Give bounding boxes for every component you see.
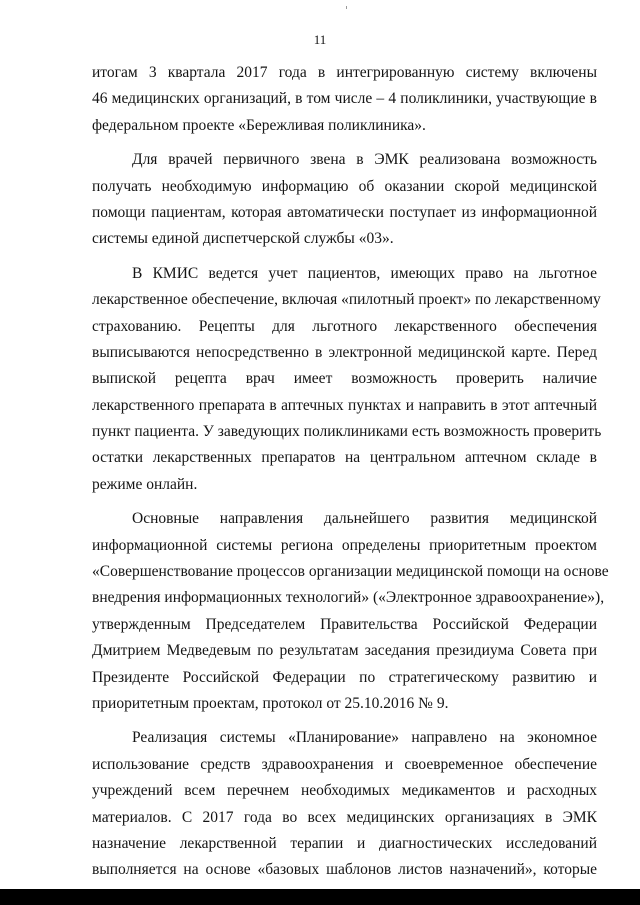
text-line: пункт пациента. У заведующих поликлиниками есть возможность проверить <box>92 423 602 441</box>
text-line: страхованию. Рецепты для льготного лекарственного обеспечения <box>92 317 597 335</box>
text-line: Президенте Российской Федерации по стратегическому развитию и <box>92 668 597 686</box>
text-line: В КМИС ведется учет пациентов, имеющих право на льготное <box>132 264 597 282</box>
text-line: 46 медицинских организаций, в том числе – 4 поликлиники, участвующие в <box>92 90 597 108</box>
text-line: использование средств здравоохранения и своевременное обеспечение <box>92 755 597 773</box>
scan-mark <box>346 6 347 9</box>
text-line: получать необходимую информацию об оказании скорой медицинской <box>92 177 597 195</box>
text-line: назначение лекарственной терапии и диагностических исследований <box>92 834 597 852</box>
page-number: 11 <box>313 32 327 47</box>
paragraph-1 <box>92 60 597 139</box>
text-line: «Совершенствование процессов организации медицинской помощи на основе <box>92 563 609 581</box>
text-line: информационной системы региона определены приоритетным проектом <box>92 536 597 554</box>
text-line: остатки лекарственных препаратов на центральном аптечном складе в <box>92 449 597 467</box>
scan-edge-bar <box>0 889 640 905</box>
text-line: выпиской рецепта врач имеет возможность проверить наличие <box>92 370 597 388</box>
paragraph-4 <box>92 506 609 717</box>
text-line: Основные направления дальнейшего развития медицинской <box>132 510 597 528</box>
text-line: системы единой диспетчерской службы «03». <box>92 230 394 248</box>
text-line: выполняется на основе «базовых шаблонов листов назначений», которые <box>92 861 597 879</box>
paragraph-5 <box>92 725 597 883</box>
text-line: учреждений всем перечнем необходимых медикаментов и расходных <box>92 782 597 800</box>
text-line: лекарственного препарата в аптечных пунктах и направить в этот аптечный <box>92 396 597 414</box>
text-line: внедрения информационных технологий» («Электронное здравоохранение»), <box>92 589 605 607</box>
text-line: Для врачей первичного звена в ЭМК реализована возможность <box>132 151 597 169</box>
text-line: Реализация системы «Планирование» направлено на экономное <box>132 729 597 747</box>
text-line: утвержденным Председателем Правительства Российской Федерации <box>92 615 597 633</box>
text-line: лекарственное обеспечение, включая «пилотный проект» по лекарственному <box>92 291 601 309</box>
text-line: помощи пациентам, которая автоматически поступает из информационной <box>92 203 597 221</box>
text-line: выписываются непосредственно в электронной медицинской карте. Перед <box>92 343 597 361</box>
body-text <box>92 60 609 884</box>
text-line: материалов. С 2017 года во всех медицинских организациях в ЭМК <box>92 808 597 826</box>
paragraph-3 <box>92 261 602 499</box>
paragraph-2 <box>92 147 597 253</box>
text-line: итогам 3 квартала 2017 года в интегрированную систему включены <box>92 64 597 81</box>
text-line: режиме онлайн. <box>92 475 198 493</box>
text-line: федеральном проекте «Бережливая поликлиника». <box>92 116 426 134</box>
text-line: приоритетным проектам, протокол от 25.10.2016 № 9. <box>92 694 449 712</box>
text-line: Дмитрием Медведевым по результатам заседания президиума Совета при <box>92 642 597 660</box>
